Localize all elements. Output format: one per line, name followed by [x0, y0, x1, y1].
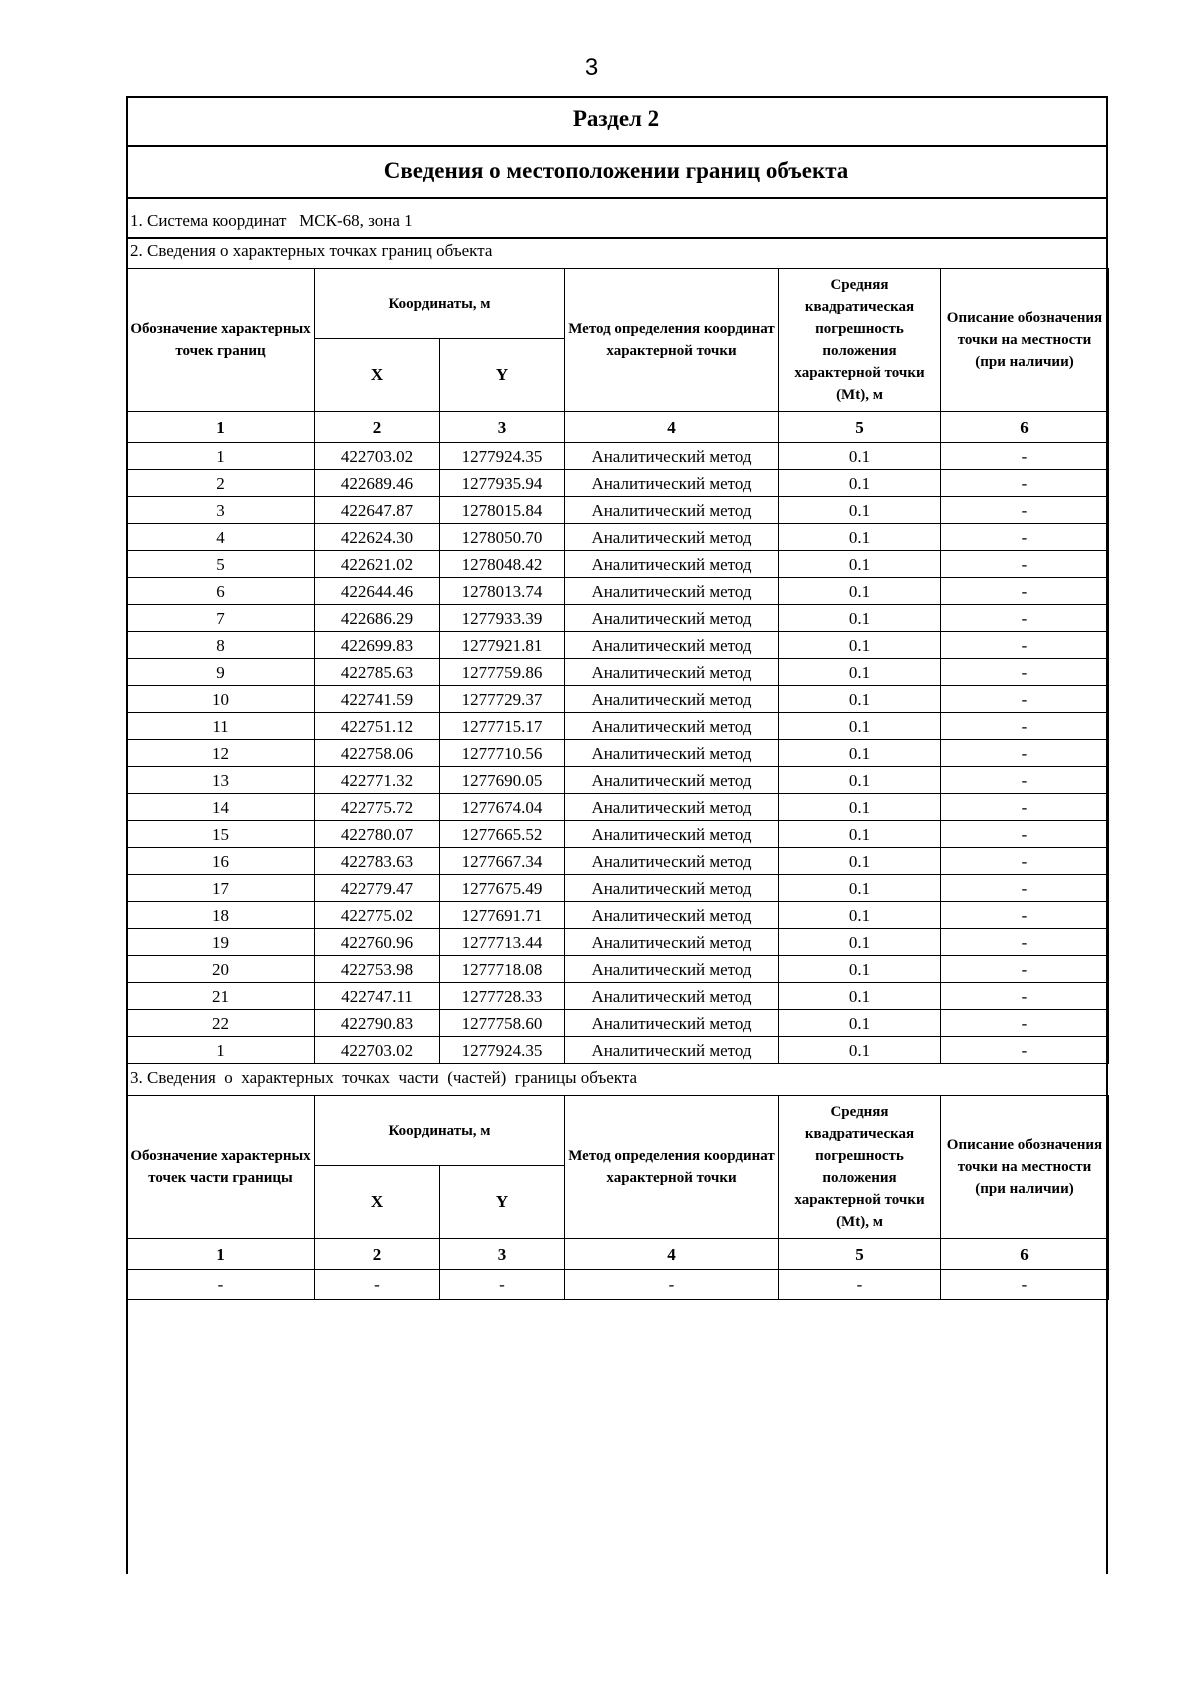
header-error: Средняя квадратическая погрешность положения характерной точки (Mt), м [779, 269, 941, 412]
table-cell: Аналитический метод [565, 551, 779, 578]
table-row [127, 524, 1109, 551]
table-row [127, 686, 1109, 713]
table-cell: 422699.83 [315, 632, 440, 659]
table-cell: 11 [127, 713, 315, 740]
divider-top [126, 96, 1108, 98]
table-cell: - [941, 632, 1109, 659]
table-cell: Аналитический метод [565, 1010, 779, 1037]
table-cell: 422751.12 [315, 713, 440, 740]
table-cell: Аналитический метод [565, 767, 779, 794]
table-cell: 0.1 [779, 659, 941, 686]
table-cell: - [127, 1270, 315, 1300]
table-cell: 1277713.44 [440, 929, 565, 956]
table-cell: 17 [127, 875, 315, 902]
table-cell: 0.1 [779, 740, 941, 767]
table-cell: 16 [127, 848, 315, 875]
table-cell: - [941, 524, 1109, 551]
table-cell: - [440, 1270, 565, 1300]
table-cell: 422790.83 [315, 1010, 440, 1037]
table-cell: 422758.06 [315, 740, 440, 767]
table-row [127, 740, 1109, 767]
table-cell: 1278015.84 [440, 497, 565, 524]
column-number: 3 [440, 1239, 565, 1270]
table-cell: 13 [127, 767, 315, 794]
table-cell: 422775.72 [315, 794, 440, 821]
table-cell: 0.1 [779, 443, 941, 470]
table-row [127, 848, 1109, 875]
table-cell: - [941, 740, 1109, 767]
table-cell: - [315, 1270, 440, 1300]
column-number: 4 [565, 412, 779, 443]
table-row [127, 821, 1109, 848]
table-cell: Аналитический метод [565, 875, 779, 902]
table-cell: 1277715.17 [440, 713, 565, 740]
table-cell: 422747.11 [315, 983, 440, 1010]
table-cell: 1278013.74 [440, 578, 565, 605]
table-cell: 1277667.34 [440, 848, 565, 875]
table-cell: 0.1 [779, 794, 941, 821]
table-cell: - [941, 713, 1109, 740]
column-number: 5 [779, 412, 941, 443]
table-cell: 4 [127, 524, 315, 551]
header-point-label: Обозначение характерных точек границ [127, 269, 315, 412]
table-cell: 21 [127, 983, 315, 1010]
table-row [127, 983, 1109, 1010]
table-cell: 22 [127, 1010, 315, 1037]
table-cell: 0.1 [779, 1037, 941, 1064]
table-row [127, 497, 1109, 524]
part-points-heading: 3. Сведения о характерных точках части (частей) границы объекта [130, 1068, 638, 1087]
table-cell: - [941, 767, 1109, 794]
table-row [127, 902, 1109, 929]
column-number: 6 [941, 412, 1109, 443]
table-cell: 422686.29 [315, 605, 440, 632]
table-cell: Аналитический метод [565, 578, 779, 605]
table-cell: 1277935.94 [440, 470, 565, 497]
table-cell: Аналитический метод [565, 632, 779, 659]
table-cell: 8 [127, 632, 315, 659]
column-number: 1 [127, 412, 315, 443]
table-row [127, 470, 1109, 497]
table-cell: 2 [127, 470, 315, 497]
table-cell: 19 [127, 929, 315, 956]
table-cell: 7 [127, 605, 315, 632]
table-cell: - [941, 983, 1109, 1010]
table-cell: 1277729.37 [440, 686, 565, 713]
table-cell: 422644.46 [315, 578, 440, 605]
table-cell: 1278048.42 [440, 551, 565, 578]
table-cell: 0.1 [779, 632, 941, 659]
table-cell: 422783.63 [315, 848, 440, 875]
table-cell: - [941, 443, 1109, 470]
table-cell: - [941, 470, 1109, 497]
table-cell: - [941, 821, 1109, 848]
table-cell: 1277924.35 [440, 1037, 565, 1064]
boundary-points-table [126, 268, 1109, 1064]
part-points-table [126, 1095, 1109, 1300]
table-cell: 422785.63 [315, 659, 440, 686]
table-cell: 1277690.05 [440, 767, 565, 794]
header-error: Средняя квадратическая погрешность положения характерной точки (Mt), м [779, 1096, 941, 1239]
table-cell: Аналитический метод [565, 929, 779, 956]
header-x: X [315, 1166, 440, 1239]
table-row [127, 875, 1109, 902]
boundary-points-heading: 2. Сведения о характерных точках границ объекта [130, 241, 493, 260]
table-cell: Аналитический метод [565, 443, 779, 470]
coordinate-system-line: 1. Система координат МСК-68, зона 1 [130, 211, 413, 230]
table-cell: 1277675.49 [440, 875, 565, 902]
header-y: Y [440, 1166, 565, 1239]
header-method: Метод определения координат характерной точки [565, 269, 779, 412]
table-cell: 1277921.81 [440, 632, 565, 659]
table-cell: 422780.07 [315, 821, 440, 848]
table-cell: 0.1 [779, 1010, 941, 1037]
table-cell: Аналитический метод [565, 524, 779, 551]
table-cell: 422703.02 [315, 1037, 440, 1064]
table-cell: Аналитический метод [565, 713, 779, 740]
column-number: 4 [565, 1239, 779, 1270]
table-row [127, 794, 1109, 821]
table-cell: 0.1 [779, 848, 941, 875]
divider-subtitle [126, 197, 1108, 199]
table-cell: - [941, 794, 1109, 821]
table-cell: Аналитический метод [565, 686, 779, 713]
table-row [127, 605, 1109, 632]
table-cell: - [941, 929, 1109, 956]
table-cell: - [941, 686, 1109, 713]
table-cell: 0.1 [779, 686, 941, 713]
table-cell: 422703.02 [315, 443, 440, 470]
table-cell: 0.1 [779, 497, 941, 524]
table-cell: Аналитический метод [565, 794, 779, 821]
table-cell: Аналитический метод [565, 497, 779, 524]
page-number: 3 [584, 54, 599, 81]
table-cell: 0.1 [779, 956, 941, 983]
divider-coordinate-system [126, 237, 1108, 239]
table-cell: 15 [127, 821, 315, 848]
section-title: Раздел 2 [572, 106, 660, 131]
table-cell: 9 [127, 659, 315, 686]
table-cell: 0.1 [779, 713, 941, 740]
table-cell: 1 [127, 1037, 315, 1064]
header-description: Описание обозначения точки на местности (при наличии) [941, 269, 1109, 412]
header-coordinates: Координаты, м [315, 269, 565, 339]
table-cell: 1277728.33 [440, 983, 565, 1010]
table-cell: - [941, 551, 1109, 578]
table-cell: Аналитический метод [565, 902, 779, 929]
column-number: 3 [440, 412, 565, 443]
table-cell: 3 [127, 497, 315, 524]
table-cell: 1277933.39 [440, 605, 565, 632]
table-cell: - [941, 848, 1109, 875]
table-cell: - [779, 1270, 941, 1300]
table-row [127, 1010, 1109, 1037]
table-cell: - [941, 956, 1109, 983]
table-cell: 1277759.86 [440, 659, 565, 686]
table-cell: 422760.96 [315, 929, 440, 956]
table-cell: 6 [127, 578, 315, 605]
table-cell: Аналитический метод [565, 983, 779, 1010]
header-y: Y [440, 339, 565, 412]
table-cell: - [941, 1037, 1109, 1064]
table-cell: 1277665.52 [440, 821, 565, 848]
header-coordinates: Координаты, м [315, 1096, 565, 1166]
table-cell: 0.1 [779, 578, 941, 605]
table-row [127, 1270, 1109, 1300]
table-cell: - [941, 497, 1109, 524]
table-row [127, 578, 1109, 605]
table-cell: - [565, 1270, 779, 1300]
table-cell: 422689.46 [315, 470, 440, 497]
header-method: Метод определения координат характерной точки [565, 1096, 779, 1239]
table-cell: 0.1 [779, 767, 941, 794]
table-cell: 0.1 [779, 470, 941, 497]
table-cell: Аналитический метод [565, 848, 779, 875]
table-cell: - [941, 902, 1109, 929]
table-cell: - [941, 875, 1109, 902]
table-cell: 20 [127, 956, 315, 983]
header-description: Описание обозначения точки на местности (при наличии) [941, 1096, 1109, 1239]
table-cell: 422779.47 [315, 875, 440, 902]
table-cell: 18 [127, 902, 315, 929]
table-cell: 422753.98 [315, 956, 440, 983]
table-cell: 0.1 [779, 875, 941, 902]
table-row [127, 443, 1109, 470]
table-cell: 1277758.60 [440, 1010, 565, 1037]
table-row [127, 551, 1109, 578]
table-cell: Аналитический метод [565, 740, 779, 767]
table-cell: 0.1 [779, 821, 941, 848]
table-cell: 422647.87 [315, 497, 440, 524]
table-cell: 422624.30 [315, 524, 440, 551]
table-cell: 422741.59 [315, 686, 440, 713]
table-row [127, 659, 1109, 686]
table-cell: 5 [127, 551, 315, 578]
table-cell: 422771.32 [315, 767, 440, 794]
column-number: 2 [315, 1239, 440, 1270]
table-row [127, 956, 1109, 983]
column-number: 1 [127, 1239, 315, 1270]
table-cell: 1277718.08 [440, 956, 565, 983]
table-cell: 12 [127, 740, 315, 767]
table-cell: - [941, 1010, 1109, 1037]
table-cell: 1278050.70 [440, 524, 565, 551]
table-cell: 14 [127, 794, 315, 821]
header-point-label-part: Обозначение характерных точек части границы [127, 1096, 315, 1239]
table-cell: 10 [127, 686, 315, 713]
section-subtitle: Сведения о местоположении границ объекта [383, 158, 849, 183]
table-row [127, 632, 1109, 659]
table-cell: 0.1 [779, 524, 941, 551]
divider-title [126, 145, 1108, 147]
table-cell: - [941, 659, 1109, 686]
table-cell: - [941, 578, 1109, 605]
table-row [127, 1037, 1109, 1064]
table-cell: Аналитический метод [565, 821, 779, 848]
table-cell: 0.1 [779, 929, 941, 956]
table-cell: 0.1 [779, 605, 941, 632]
table-cell: 1277710.56 [440, 740, 565, 767]
table-cell: 0.1 [779, 902, 941, 929]
table-row [127, 929, 1109, 956]
table-cell: 1277924.35 [440, 443, 565, 470]
table-cell: 1277691.71 [440, 902, 565, 929]
table-cell: Аналитический метод [565, 659, 779, 686]
column-number: 5 [779, 1239, 941, 1270]
table-cell: 422621.02 [315, 551, 440, 578]
header-x: X [315, 339, 440, 412]
table-row [127, 713, 1109, 740]
column-number: 2 [315, 412, 440, 443]
table-cell: 1277674.04 [440, 794, 565, 821]
table-cell: - [941, 1270, 1109, 1300]
table-cell: Аналитический метод [565, 1037, 779, 1064]
table-cell: 0.1 [779, 551, 941, 578]
table-cell: Аналитический метод [565, 470, 779, 497]
table-cell: Аналитический метод [565, 956, 779, 983]
column-number: 6 [941, 1239, 1109, 1270]
table-cell: 1 [127, 443, 315, 470]
table-row [127, 767, 1109, 794]
table-cell: 0.1 [779, 983, 941, 1010]
table-cell: Аналитический метод [565, 605, 779, 632]
table-cell: 422775.02 [315, 902, 440, 929]
table-cell: - [941, 605, 1109, 632]
